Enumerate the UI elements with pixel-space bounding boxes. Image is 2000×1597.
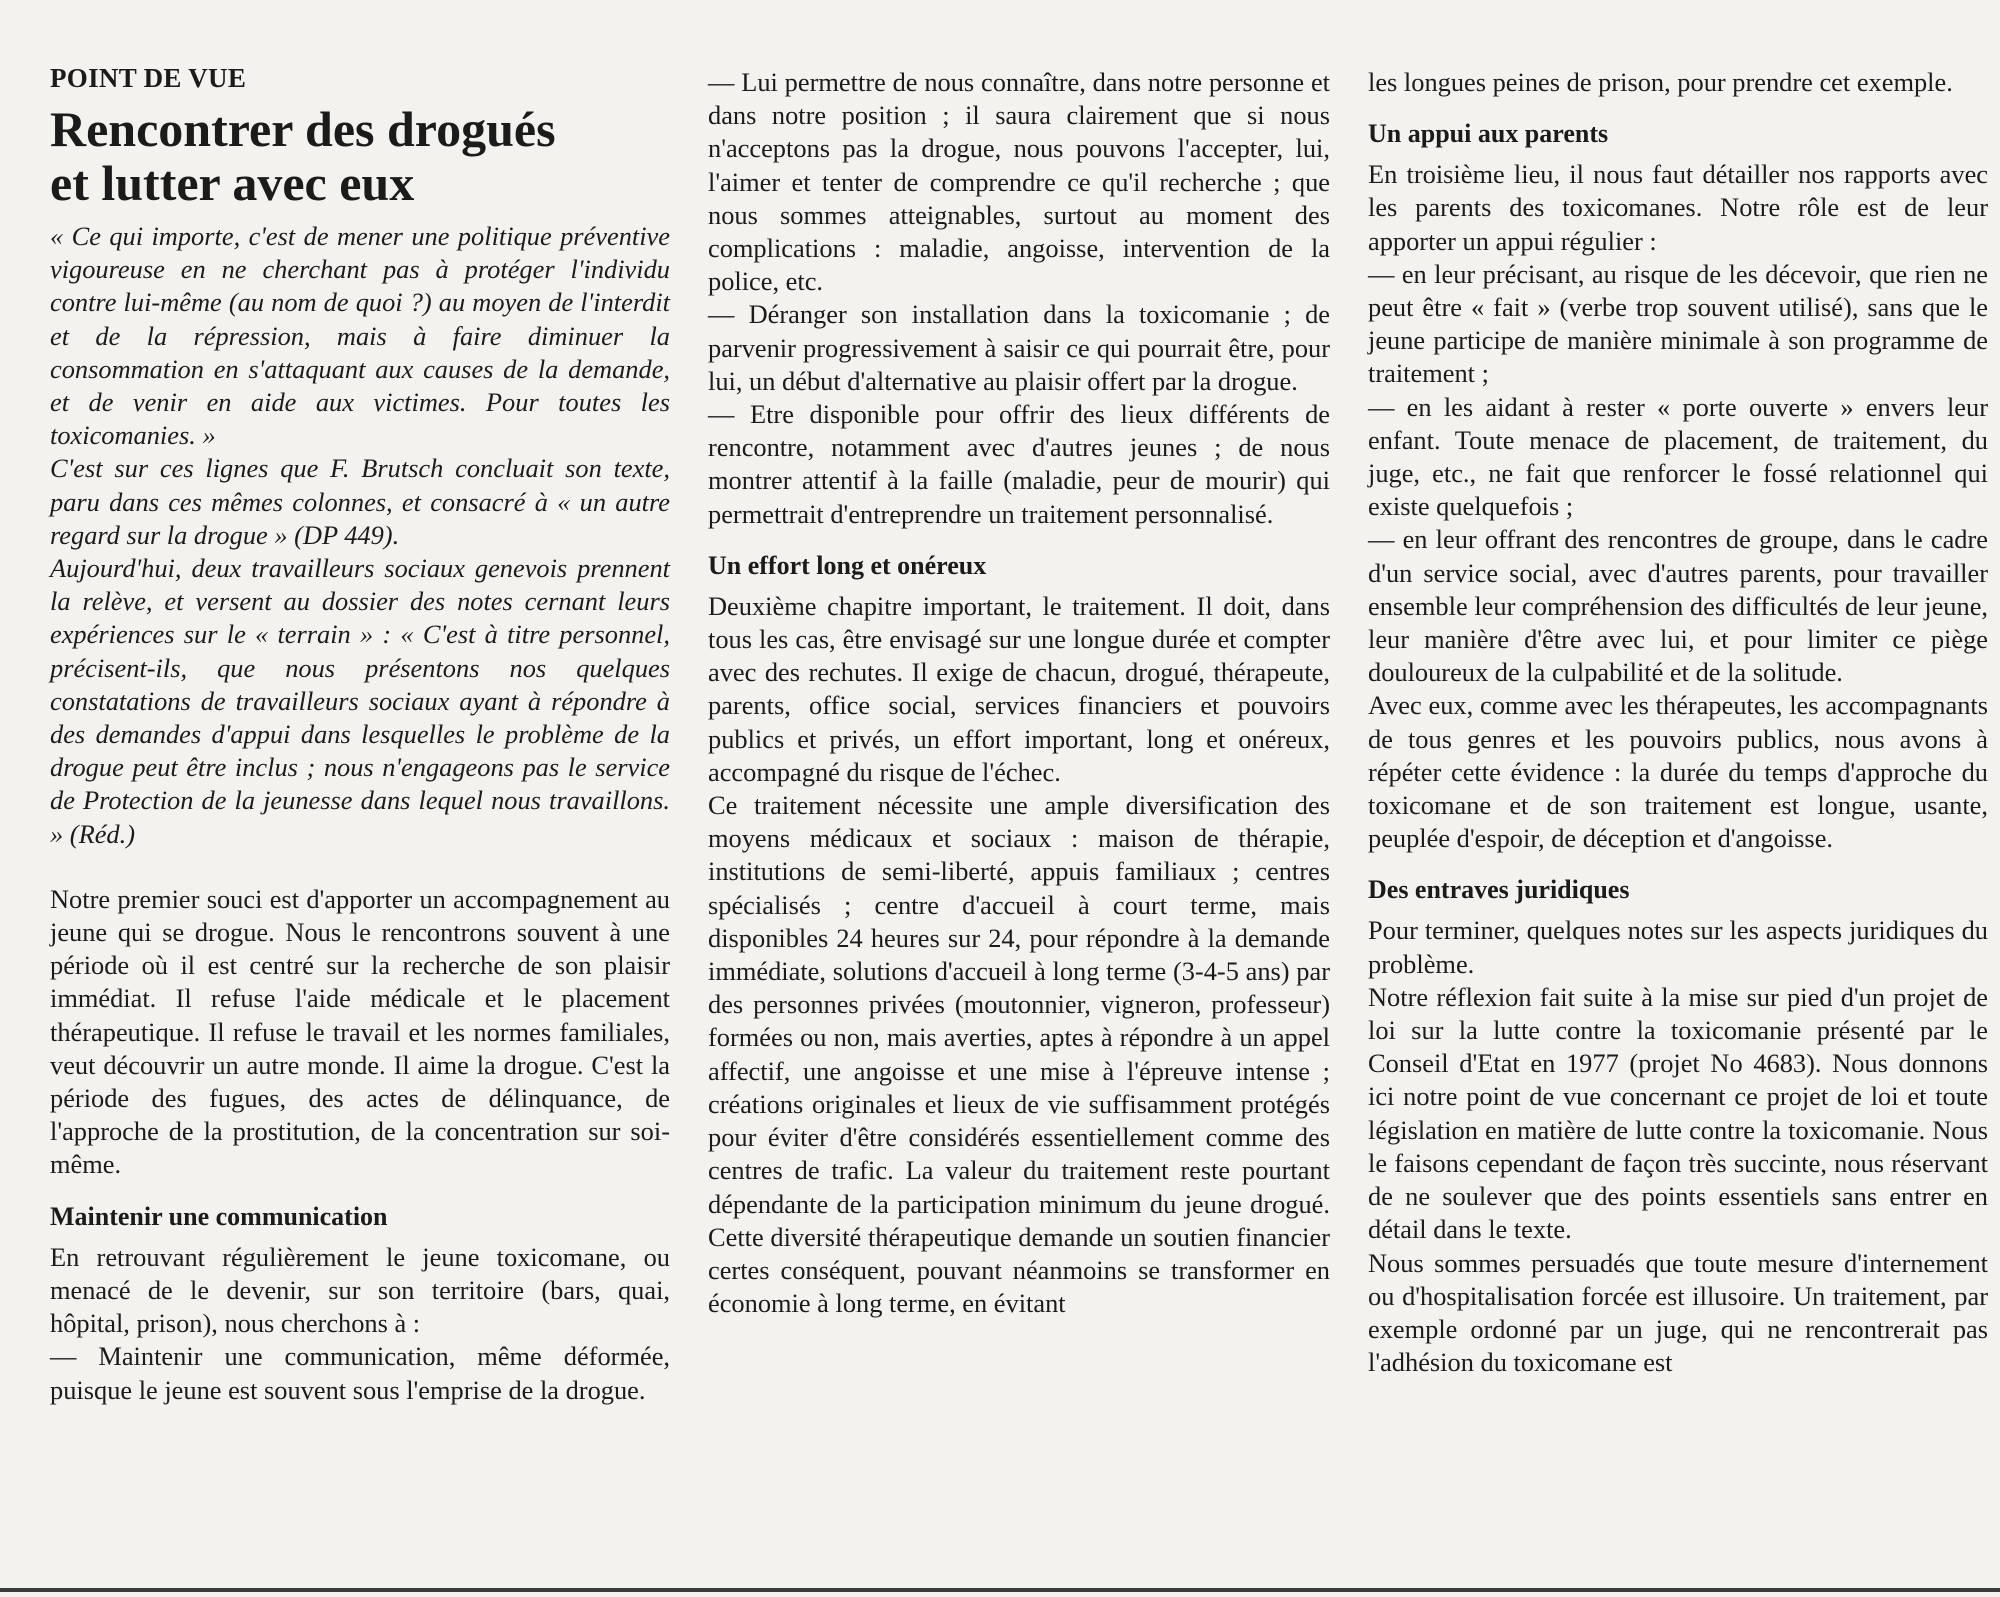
body-paragraph: Deuxième chapitre important, le traitement. Il doit, dans tous les cas, être envisagé sur une longue durée et compter avec des rechutes. Il exige de chacun, drogué, thérapeute, parents, office social, services financiers et pouvoirs publics et privés, un effort important, long et onéreux, accompagné du risque de l'échec. — [708, 590, 1330, 787]
spacer — [50, 851, 670, 883]
section-heading: Un appui aux parents — [1368, 119, 1609, 149]
body-paragraph: Nous sommes persuadés que toute mesure d'internement ou d'hospitalisation forcée est illusoire. Un traitement, par exemple ordonné par un juge, qui ne rencontrerait pas l'adhésion du toxicomane est — [1368, 1247, 1988, 1378]
body-paragraph: les longues peines de prison, pour prendre cet exemple. — [1368, 67, 1953, 97]
body-paragraph: — Lui permettre de nous connaître, dans notre personne et dans notre position ; il saura clairement que si nous n'acceptons pas la drogue, nous pouvons l'accepter, lui, l'aimer et tenter de comprendre ce qu'il recherche ; que nous sommes atteignables, surtout au moment des complications : maladie, angoisse, intervention de la police, etc. — [708, 67, 1330, 297]
section-heading: Des entraves juridiques — [1368, 875, 1630, 905]
intro-paragraph: « Ce qui importe, c'est de mener une politique préventive vigoureuse en ne cherchant pas à protéger l'individu contre lui-même (au nom de quoi ?) au moyen de l'interdit et de la répression, mais à faire diminuer la consommation en s'attaquant aux causes de la demande, et de venir en aide aux victimes. Pour toutes les toxicomanies. » — [50, 221, 670, 451]
body-paragraph: En troisième lieu, il nous faut détailler nos rapports avec les parents des toxicomanes. Notre rôle est de leur apporter un appui régulier : — [1368, 159, 1988, 256]
body-paragraph: — Maintenir une communication, même déformée, puisque le jeune est souvent sous l'emprise de la drogue. — [50, 1341, 670, 1405]
body-paragraph: En retrouvant régulièrement le jeune toxicomane, ou menacé de le devenir, sur son territoire (bars, quai, hôpital, prison), nous cherchons à : — [50, 1241, 670, 1339]
article-headline — [50, 102, 670, 210]
column-3 — [1368, 66, 1988, 1379]
section-kicker: POINT DE VUE — [50, 63, 247, 93]
body-paragraph: Avec eux, comme avec les thérapeutes, les accompagnants de tous genres et les pouvoirs publics, nous avons à répéter cette évidence : la durée du temps d'approche du toxicomane et de son traitement est longue, usante, peuplée d'espoir, de déception et d'angoisse. — [1368, 690, 1988, 854]
editorial-intro — [50, 220, 670, 851]
body-paragraph: — Déranger son installation dans la toxicomanie ; de parvenir progressivement à saisir ce qui pourrait être, pour lui, un début d'alternative au plaisir offert par la drogue. — [708, 299, 1330, 396]
body-paragraph: Notre réflexion fait suite à la mise sur pied d'un projet de loi sur la lutte contre la toxicomanie présenté par le Conseil d'Etat en 1977 (projet No 4683). Nous donnons ici notre point de vue concernant ce projet de loi et toute législation en matière de lutte contre la toxicomanie. Nous le faisons cependant de façon très succinte, nous réservant de ne soulever que des points essentiels sans entrer en détail dans le texte. — [1368, 981, 1988, 1245]
intro-paragraph: C'est sur ces lignes que F. Brutsch concluait son texte, paru dans ces mêmes colonnes, et consacré à « un autre regard sur la drogue » (DP 449). — [50, 453, 670, 550]
page-bottom-rule — [0, 1588, 2000, 1592]
headline-line-1: Rencontrer des drogués — [50, 101, 556, 157]
intro-paragraph: Aujourd'hui, deux travailleurs sociaux genevois prennent la relève, et versent au dossier des notes cernant leurs expériences sur le « terrain » : « C'est à titre personnel, précisent-ils, que nous présentons nos quelques constatations de travailleurs sociaux ayant à répondre à des demandes d'appui dans lesquelles le problème de la drogue peut être inclus ; nous n'engageons pas le service de Protection de la jeunesse dans lequel nous travaillons. » (Réd.) — [50, 553, 670, 849]
section-heading: Un effort long et onéreux — [708, 550, 987, 580]
body-paragraph: — en leur précisant, au risque de les décevoir, que rien ne peut être « fait » (verbe trop souvent utilisé), sans que le jeune participe de manière minimale à son programme de traitement ; — [1368, 258, 1988, 389]
column-2 — [708, 66, 1330, 1320]
body-paragraph: — en leur offrant des rencontres de groupe, dans le cadre d'un service social, avec d'autres parents, pour travailler ensemble leur compréhension des difficultés de leur jeune, leur manière d'être avec lui, et pour limiter ce piège douloureux de la culpabilité et de la solitude. — [1368, 524, 1988, 688]
headline-line-2: et lutter avec eux — [50, 155, 415, 211]
body-paragraph: Pour terminer, quelques notes sur les aspects juridiques du problème. — [1368, 915, 1988, 979]
body-paragraph: — en les aidant à rester « porte ouverte » envers leur enfant. Toute menace de placement, de traitement, du juge, etc., ne fait que renforcer le fossé relationnel qui existe quelquefois ; — [1368, 391, 1988, 522]
body-paragraph: Ce traitement nécessite une ample diversification des moyens médicaux et sociaux : maison de thérapie, institutions de semi-liberté, appuis familiaux ; centres spécialisés ; centre d'accueil à court terme, mais disponibles 24 heures sur 24, pour répondre à la demande immédiate, solutions d'accueil à long terme (3-4-5 ans) par des personnes privées (moutonnier, vigneron, professeur) formées ou non, mais averties, aptes à répondre à un appel affectif, une angoisse et une mise à l'épreuve intense ; créations originales et lieux de vie suffisamment protégés pour éviter d'être considérés essentiellement comme des centres de trafic. La valeur du traitement reste pourtant dépendante de la participation minimum du jeune drogué. Cette diversité thérapeutique demande un soutien financier certes conséquent, pouvant néanmoins se transformer en économie à long terme, en évitant — [708, 790, 1330, 1319]
body-paragraph: — Etre disponible pour offrir des lieux différents de rencontre, notamment avec d'autres jeunes ; de nous montrer attentif à la faille (maladie, peur de mourir) qui permettrait d'entreprendre un traitement personnalisé. — [708, 399, 1330, 529]
section-heading: Maintenir une communication — [50, 1201, 388, 1231]
column-1 — [50, 62, 670, 1407]
body-paragraph: Notre premier souci est d'apporter un accompagnement au jeune qui se drogue. Nous le rencontrons souvent à une période où il est centré sur la recherche de son plaisir immédiat. Il refuse l'aide médicale et le placement thérapeutique. Il refuse le travail et les normes familiales, veut découvrir un autre monde. Il aime la drogue. C'est la période des fugues, des actes de délinquance, de l'approche de la prostitution, de la concentration sur soi-même. — [50, 883, 670, 1180]
